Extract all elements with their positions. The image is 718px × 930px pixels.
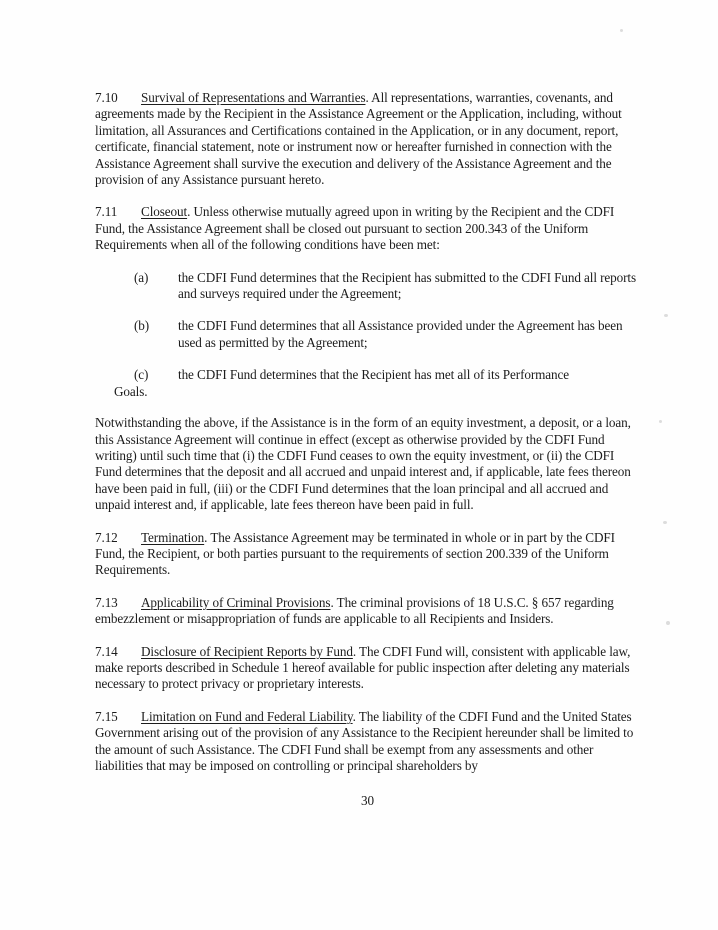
- section-heading: Applicability of Criminal Provisions: [141, 594, 331, 610]
- section-heading: Disclosure of Recipient Reports by Fund: [141, 643, 353, 659]
- section-body: . The Assistance Agreement may be terminated in whole or in part by the CDFI Fund, the Recipient, or both parties pursuant to the requirements of section 200.339 of the Uniform Requirements.: [95, 529, 615, 578]
- section-body: . The CDFI Fund will, consistent with applicable law, make reports described in Schedule 1 hereof available for public inspection after deleting any materials necessary to protect privacy or proprietary interests.: [95, 643, 631, 692]
- section-7-15: [95, 709, 640, 775]
- scan-artifact: [620, 29, 623, 32]
- condition-text: the CDFI Fund determines that the Recipient has submitted to the CDFI Fund all reports and surveys required under the Agreement;: [178, 269, 637, 302]
- condition-item-c-continuation: Goals.: [114, 383, 148, 399]
- section-number: 7.13: [95, 594, 118, 610]
- section-number: 7.14: [95, 643, 118, 659]
- scan-artifact: [663, 521, 667, 524]
- scan-artifact: [666, 621, 670, 625]
- closing-paragraph: Notwithstanding the above, if the Assistance is in the form of an equity investment, a deposit, or a loan, this Assistance Agreement will continue in effect (except as otherwise provided by the CDFI Fund writing) until such time that (i) the CDFI Fund ceases to own the equity investment, or (ii) the CDFI Fund determines that the deposit and all accrued and unpaid interest and, if applicable, late fees thereon have been paid in full, (iii) or the CDFI Fund determines that the loan principal and all accrued and unpaid interest and, if applicable, late fees thereon have been paid in full.: [95, 415, 631, 513]
- section-heading: Termination: [141, 529, 205, 545]
- section-7-13: [95, 595, 640, 628]
- condition-marker: (b): [134, 318, 150, 334]
- section-7-14: [95, 644, 640, 693]
- condition-text: the CDFI Fund determines that all Assistance provided under the Agreement has been used as permitted by the Agreement;: [178, 318, 623, 350]
- section-number: 7.12: [95, 529, 118, 545]
- condition-text: the CDFI Fund determines that the Recipient has met all of its Performance: [178, 367, 570, 383]
- condition-item-a: [95, 270, 640, 303]
- condition-marker: (a): [134, 269, 149, 285]
- section-7-12: [95, 530, 640, 579]
- section-body: . The liability of the CDFI Fund and the United States Government arising out of the provision of any Assistance to the Recipient hereunder shall be limited to the amount of such Assistance. The CDFI Fund shall be exempt from any assessments and other liabilities that may be imposed on controlling or principal shareholders by: [95, 708, 634, 773]
- condition-marker: (c): [134, 367, 149, 383]
- section-heading: Limitation on Fund and Federal Liability: [141, 708, 353, 724]
- page-number: 30: [361, 793, 374, 809]
- section-heading: Closeout: [141, 204, 188, 220]
- section-number: 7.10: [95, 90, 118, 105]
- section-body: . Unless otherwise mutually agreed upon in writing by the Recipient and the CDFI Fund, the Assistance Agreement shall be closed out pursuant to section 200.343 of the Uniform Requirements when all of the following conditions have been met:: [95, 204, 615, 253]
- section-heading: Survival of Representations and Warranties: [141, 90, 366, 105]
- section-7-10: [95, 90, 640, 188]
- scan-artifact: [664, 314, 668, 317]
- section-number: 7.15: [95, 708, 118, 724]
- section-body: . The criminal provisions of 18 U.S.C. § 657 regarding embezzlement or misappropriation of funds are applicable to all Recipients and Insiders.: [95, 594, 614, 627]
- section-number: 7.11: [95, 204, 118, 220]
- section-7-11: [95, 204, 640, 253]
- condition-item-b: [95, 318, 640, 351]
- scan-artifact: [659, 420, 662, 423]
- condition-item-c: [95, 367, 640, 383]
- section-body: . All representations, warranties, covenants, and agreements made by the Recipient in the Assistance Agreement or the Application, including, without limitation, all Assurances and Certifications contained in the Application, or in any document, report, certificate, financial statement, note or instrument now or hereafter furnished in connection with the Assistance Agreement shall survive the execution and delivery of the Assistance Agreement and the provision of any Assistance pursuant hereto.: [95, 90, 622, 188]
